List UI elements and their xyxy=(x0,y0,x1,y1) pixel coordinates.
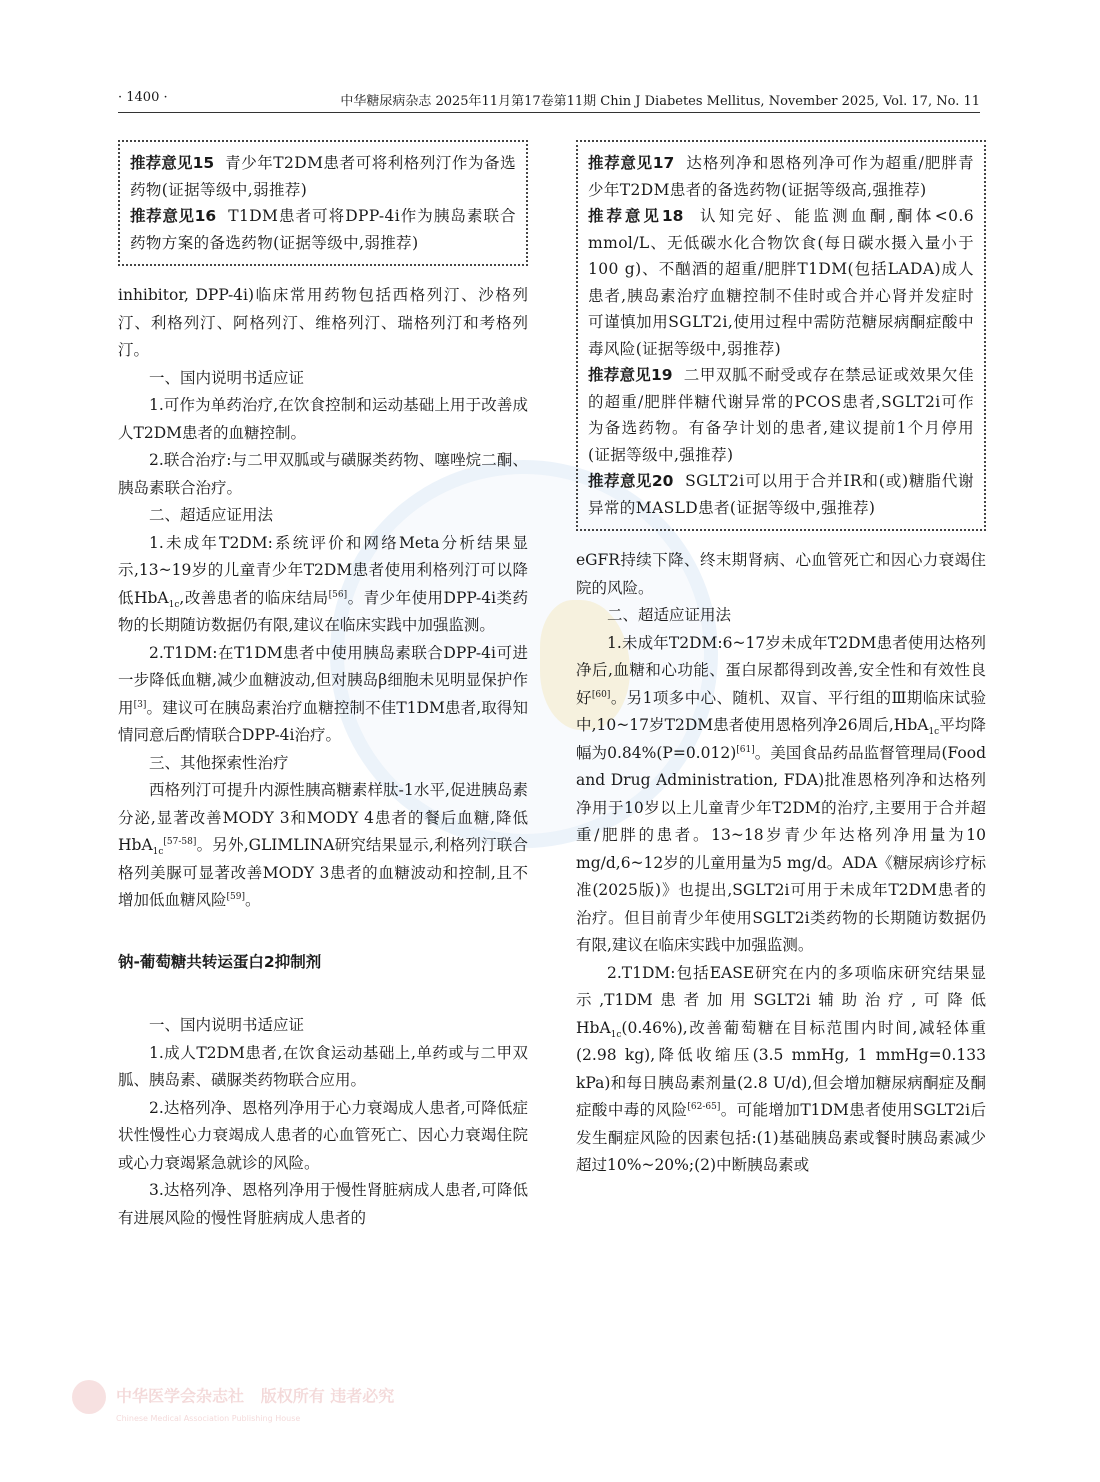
recommendation-18: 推荐意见18 认知完好、能监测血酮,酮体<0.6 mmol/L、无低碳水化合物饮食(每日碳水摄入量小于100 g)、不酗酒的超重/肥胖T1DM(包括LADA)成人患者,胰岛素治疗血糖控制不佳时或合并心肾并发症时可谨慎加用SGLT2i,使用过程中需防范糖尿病酮症酸中毒风险(证据等级中,弱推荐) xyxy=(588,207,974,358)
journal-citation: 中华糖尿病杂志 2025年11月第17卷第11期 Chin J Diabetes Mellitus, November 2025, Vol. 17, No. 11 xyxy=(340,94,980,109)
page-number: · 1400 · xyxy=(118,90,168,105)
left-body-text xyxy=(118,282,528,1232)
subheading: 一、国内说明书适应证 xyxy=(149,368,305,387)
recommendation-box-right xyxy=(576,140,986,531)
recommendation-19: 推荐意见19 二甲双胍不耐受或存在禁忌证或效果欠佳的超重/肥胖伴糖代谢异常的PCOS患者,SGLT2i可作为备选药物。有备孕计划的患者,建议提前1个月停用(证据等级中,强推荐) xyxy=(588,366,975,464)
publisher-watermark: 中华医学会杂志社 版权所有 违者必究 Chinese Medical Association Publishing House xyxy=(72,1380,394,1423)
paragraph: eGFR持续下降、终末期肾病、心血管死亡和因心力衰竭住院的风险。 xyxy=(576,551,986,597)
recommendation-20: 推荐意见20 SGLT2i可以用于合并IR和(或)糖脂代谢异常的MASLD患者(证据等级中,强推荐) xyxy=(588,472,975,517)
citation: [59] xyxy=(226,891,245,902)
citation: [60] xyxy=(591,689,611,700)
right-body-text xyxy=(576,547,986,1180)
recommendation-box-left xyxy=(118,140,528,266)
subheading: 一、国内说明书适应证 xyxy=(149,1016,305,1034)
paragraph: 1.可作为单药治疗,在饮食控制和运动基础上用于改善成人T2DM患者的血糖控制。 xyxy=(118,396,528,442)
paragraph: 2.T1DM:在T1DM患者中使用胰岛素联合DPP-4i可进一步降低血糖,减少血糖波动,但对胰岛β细胞未见明显保护作用[3]。建议可在胰岛素治疗血糖控制不佳T1DM患者,取得知情同意后酌情联合DPP-4i治疗。 xyxy=(118,643,528,744)
right-column xyxy=(576,140,986,1180)
paragraph: 1.未成年T2DM:6~17岁未成年T2DM患者使用达格列净后,血糖和心功能、蛋白尿都得到改善,安全性和有效性良好[60]。另1项多中心、随机、双盲、平行组的Ⅲ期临床试验中,10~17岁T2DM患者使用恩格列净26周后,HbA$_{1c}$平均降幅为0.84%(P=0.012)[61]。美国食品药品监督管理局(Food and Drug Administration, FDA)批准恩格列净和达格列净用于10岁以上儿童青少年T2DM的治疗,主要用于合并超重/肥胖的患者。13~18岁青少年达格列净用量为10 mg/d,6~12岁的儿童用量为5 mg/d。ADA《糖尿病诊疗标准(2025版)》也提出,SGLT2i可用于未成年T2DM患者的治疗。但目前青少年使用SGLT2i类药物的长期随访数据仍有限,建议在临床实践中加强监测。 xyxy=(576,633,987,954)
subheading: 三、其他探索性治疗 xyxy=(149,753,289,772)
page-header xyxy=(118,86,980,113)
recommendation-17: 推荐意见17 达格列净和恩格列净可作为超重/肥胖青少年T2DM患者的备选药物(证据等级高,强推荐) xyxy=(588,154,974,199)
section-title: 钠-葡萄糖共转运蛋白2抑制剂 xyxy=(118,952,322,971)
paragraph: 1.未成年T2DM:系统评价和网络Meta分析结果显示,13~19岁的儿童青少年T2DM患者使用利格列汀可以降低HbA$_{1c}$,改善患者的临床结局[56]。青少年使用DPP-4i类药物的长期随访数据仍有限,建议在临床实践中加强监测。 xyxy=(118,533,528,634)
paragraph: inhibitor, DPP-4i)临床常用药物包括西格列汀、沙格列汀、利格列汀、阿格列汀、维格列汀、瑞格列汀和考格列汀。 xyxy=(118,286,528,359)
citation: [57-58] xyxy=(163,836,197,847)
paragraph: 2.T1DM:包括EASE研究在内的多项临床研究结果显示,T1DM患者加用SGLT2i辅助治疗,可降低HbA$_{1c}$(0.46%),改善葡萄糖在目标范围内时间,减轻体重(2.98 kg),降低收缩压(3.5 mmHg, 1 mmHg=0.133 kPa)和每日胰岛素剂量(2.8 U/d),但会增加糖尿病酮症及酮症酸中毒的风险[62-65]。可能增加T1DM患者使用SGLT2i后发生酮症风险的因素包括:(1)基础胰岛素或餐时胰岛素减少超过10%~20%;(2)中断胰岛素或 xyxy=(576,963,986,1174)
citation: [3] xyxy=(133,699,147,710)
paragraph: 2.联合治疗:与二甲双胍或与磺脲类药物、噻唑烷二酮、胰岛素联合治疗。 xyxy=(118,451,528,497)
citation: [61] xyxy=(736,744,755,755)
paragraph: 1.成人T2DM患者,在饮食运动基础上,单药或与二甲双胍、胰岛素、磺脲类药物联合应用。 xyxy=(118,1043,528,1089)
recommendation-16: 推荐意见16 T1DM患者可将DPP-4i作为胰岛素联合药物方案的备选药物(证据等级中,弱推荐) xyxy=(130,207,517,252)
flower-logo-icon xyxy=(72,1380,106,1414)
citation: [62-65] xyxy=(687,1101,721,1112)
subheading: 二、超适应证用法 xyxy=(607,606,732,624)
citation: [56] xyxy=(328,589,348,600)
left-column xyxy=(118,140,528,1232)
paragraph: 3.达格列净、恩格列净用于慢性肾脏病成人患者,可降低有进展风险的慢性肾脏病成人患者的 xyxy=(118,1181,528,1227)
paragraph: 西格列汀可提升内源性胰高糖素样肽-1水平,促进胰岛素分泌,显著改善MODY 3和MODY 4患者的餐后血糖,降低HbA$_{1c}$[57-58]。另外,GLIMLINA研究结果显示,利格列汀联合格列美脲可显著改善MODY 3患者的血糖波动和控制,且不增加低血糖风险[59]。 xyxy=(118,781,528,909)
subheading: 二、超适应证用法 xyxy=(149,506,274,524)
recommendation-15: 推荐意见15 青少年T2DM患者可将利格列汀作为备选药物(证据等级中,弱推荐) xyxy=(130,154,516,199)
paragraph: 2.达格列净、恩格列净用于心力衰竭成人患者,可降低症状性慢性心力衰竭成人患者的心血管死亡、因心力衰竭住院或心力衰竭紧急就诊的风险。 xyxy=(118,1098,528,1172)
